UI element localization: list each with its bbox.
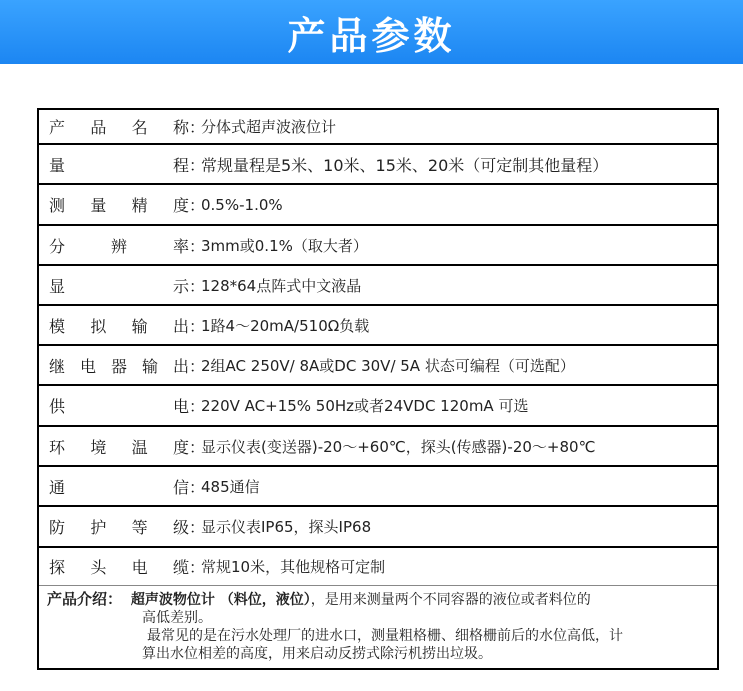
row-value: 分体式超声波液位计 (201, 118, 337, 136)
row-label: 量程 (49, 155, 189, 175)
row-colon: ： (189, 477, 206, 497)
row-value: 显示仪表IP65，探头IP68 (201, 518, 372, 536)
row-value: 485通信 (201, 477, 260, 496)
table-row (39, 185, 717, 226)
table-row (39, 467, 717, 507)
row-value: 3mm或0.1%（取大者） (201, 236, 368, 255)
row-colon: ： (189, 276, 206, 296)
intro-line-3: 最常见的是在污水处理厂的进水口，测量粗格栅、细格栅前后的水位高低，计 (147, 628, 623, 644)
table-row (39, 346, 717, 386)
table-row (39, 427, 717, 467)
intro-label: 产品介绍： (47, 590, 123, 608)
table-row (39, 386, 717, 427)
row-colon: ： (189, 196, 206, 215)
row-label: 环境温度 (49, 437, 189, 457)
spec-table (37, 108, 719, 670)
row-colon: ： (189, 518, 206, 537)
product-intro (47, 590, 701, 663)
row-colon: ： (189, 118, 206, 137)
table-row (39, 507, 717, 548)
header-banner (0, 0, 743, 64)
row-colon: ： (189, 316, 206, 336)
row-label: 防护等级 (49, 518, 189, 537)
row-label: 通信 (49, 477, 189, 497)
row-label: 分辨率 (49, 236, 189, 256)
row-value: 常规量程是5米、10米、15米、20米（可定制其他量程） (201, 155, 609, 175)
row-label: 供电 (49, 397, 189, 416)
row-colon: ： (189, 437, 206, 457)
table-row (39, 145, 717, 185)
row-colon: ： (189, 155, 206, 175)
intro-line-1 (47, 590, 701, 609)
row-value: 220V AC+15% 50Hz或者24VDC 120mA 可选 (201, 397, 529, 415)
row-colon: ： (189, 356, 206, 376)
row-value: 0.5%-1.0% (201, 195, 283, 214)
table-row (39, 266, 717, 306)
intro-line-4: 算出水位相差的高度，用来启动反捞式除污机捞出垃圾。 (142, 646, 492, 662)
row-label: 模拟输出 (49, 316, 189, 336)
row-label: 继电器输出 (49, 356, 189, 376)
row-label: 显示 (49, 276, 189, 296)
row-value: 显示仪表(变送器)-20～+60℃，探头(传感器)-20～+80℃ (201, 437, 596, 456)
intro-line-2: 高低差别。 (142, 610, 212, 626)
table-row (39, 226, 717, 266)
table-row (39, 306, 717, 346)
row-value: 常规10米，其他规格可定制 (201, 558, 386, 576)
row-label: 测量精度 (49, 196, 189, 215)
row-label: 探头电缆 (49, 558, 189, 577)
row-label: 产品名称 (49, 118, 189, 137)
row-value: 2组AC 250V/ 8A或DC 30V/ 5A 状态可编程（可选配） (201, 356, 575, 375)
row-colon: ： (189, 397, 206, 416)
table-row (39, 110, 717, 145)
row-value: 128*64点阵式中文液晶 (201, 276, 362, 295)
intro-bold-text: 超声波物位计 （料位，液位） (130, 592, 311, 608)
row-colon: ： (189, 558, 206, 577)
row-colon: ： (189, 236, 206, 256)
page-title: 产品参数 (287, 13, 456, 58)
table-row (39, 548, 717, 586)
row-value: 1路4～20mA/510Ω负载 (201, 316, 370, 335)
intro-text: ，是用来测量两个不同容器的液位或者料位的 (310, 592, 591, 608)
